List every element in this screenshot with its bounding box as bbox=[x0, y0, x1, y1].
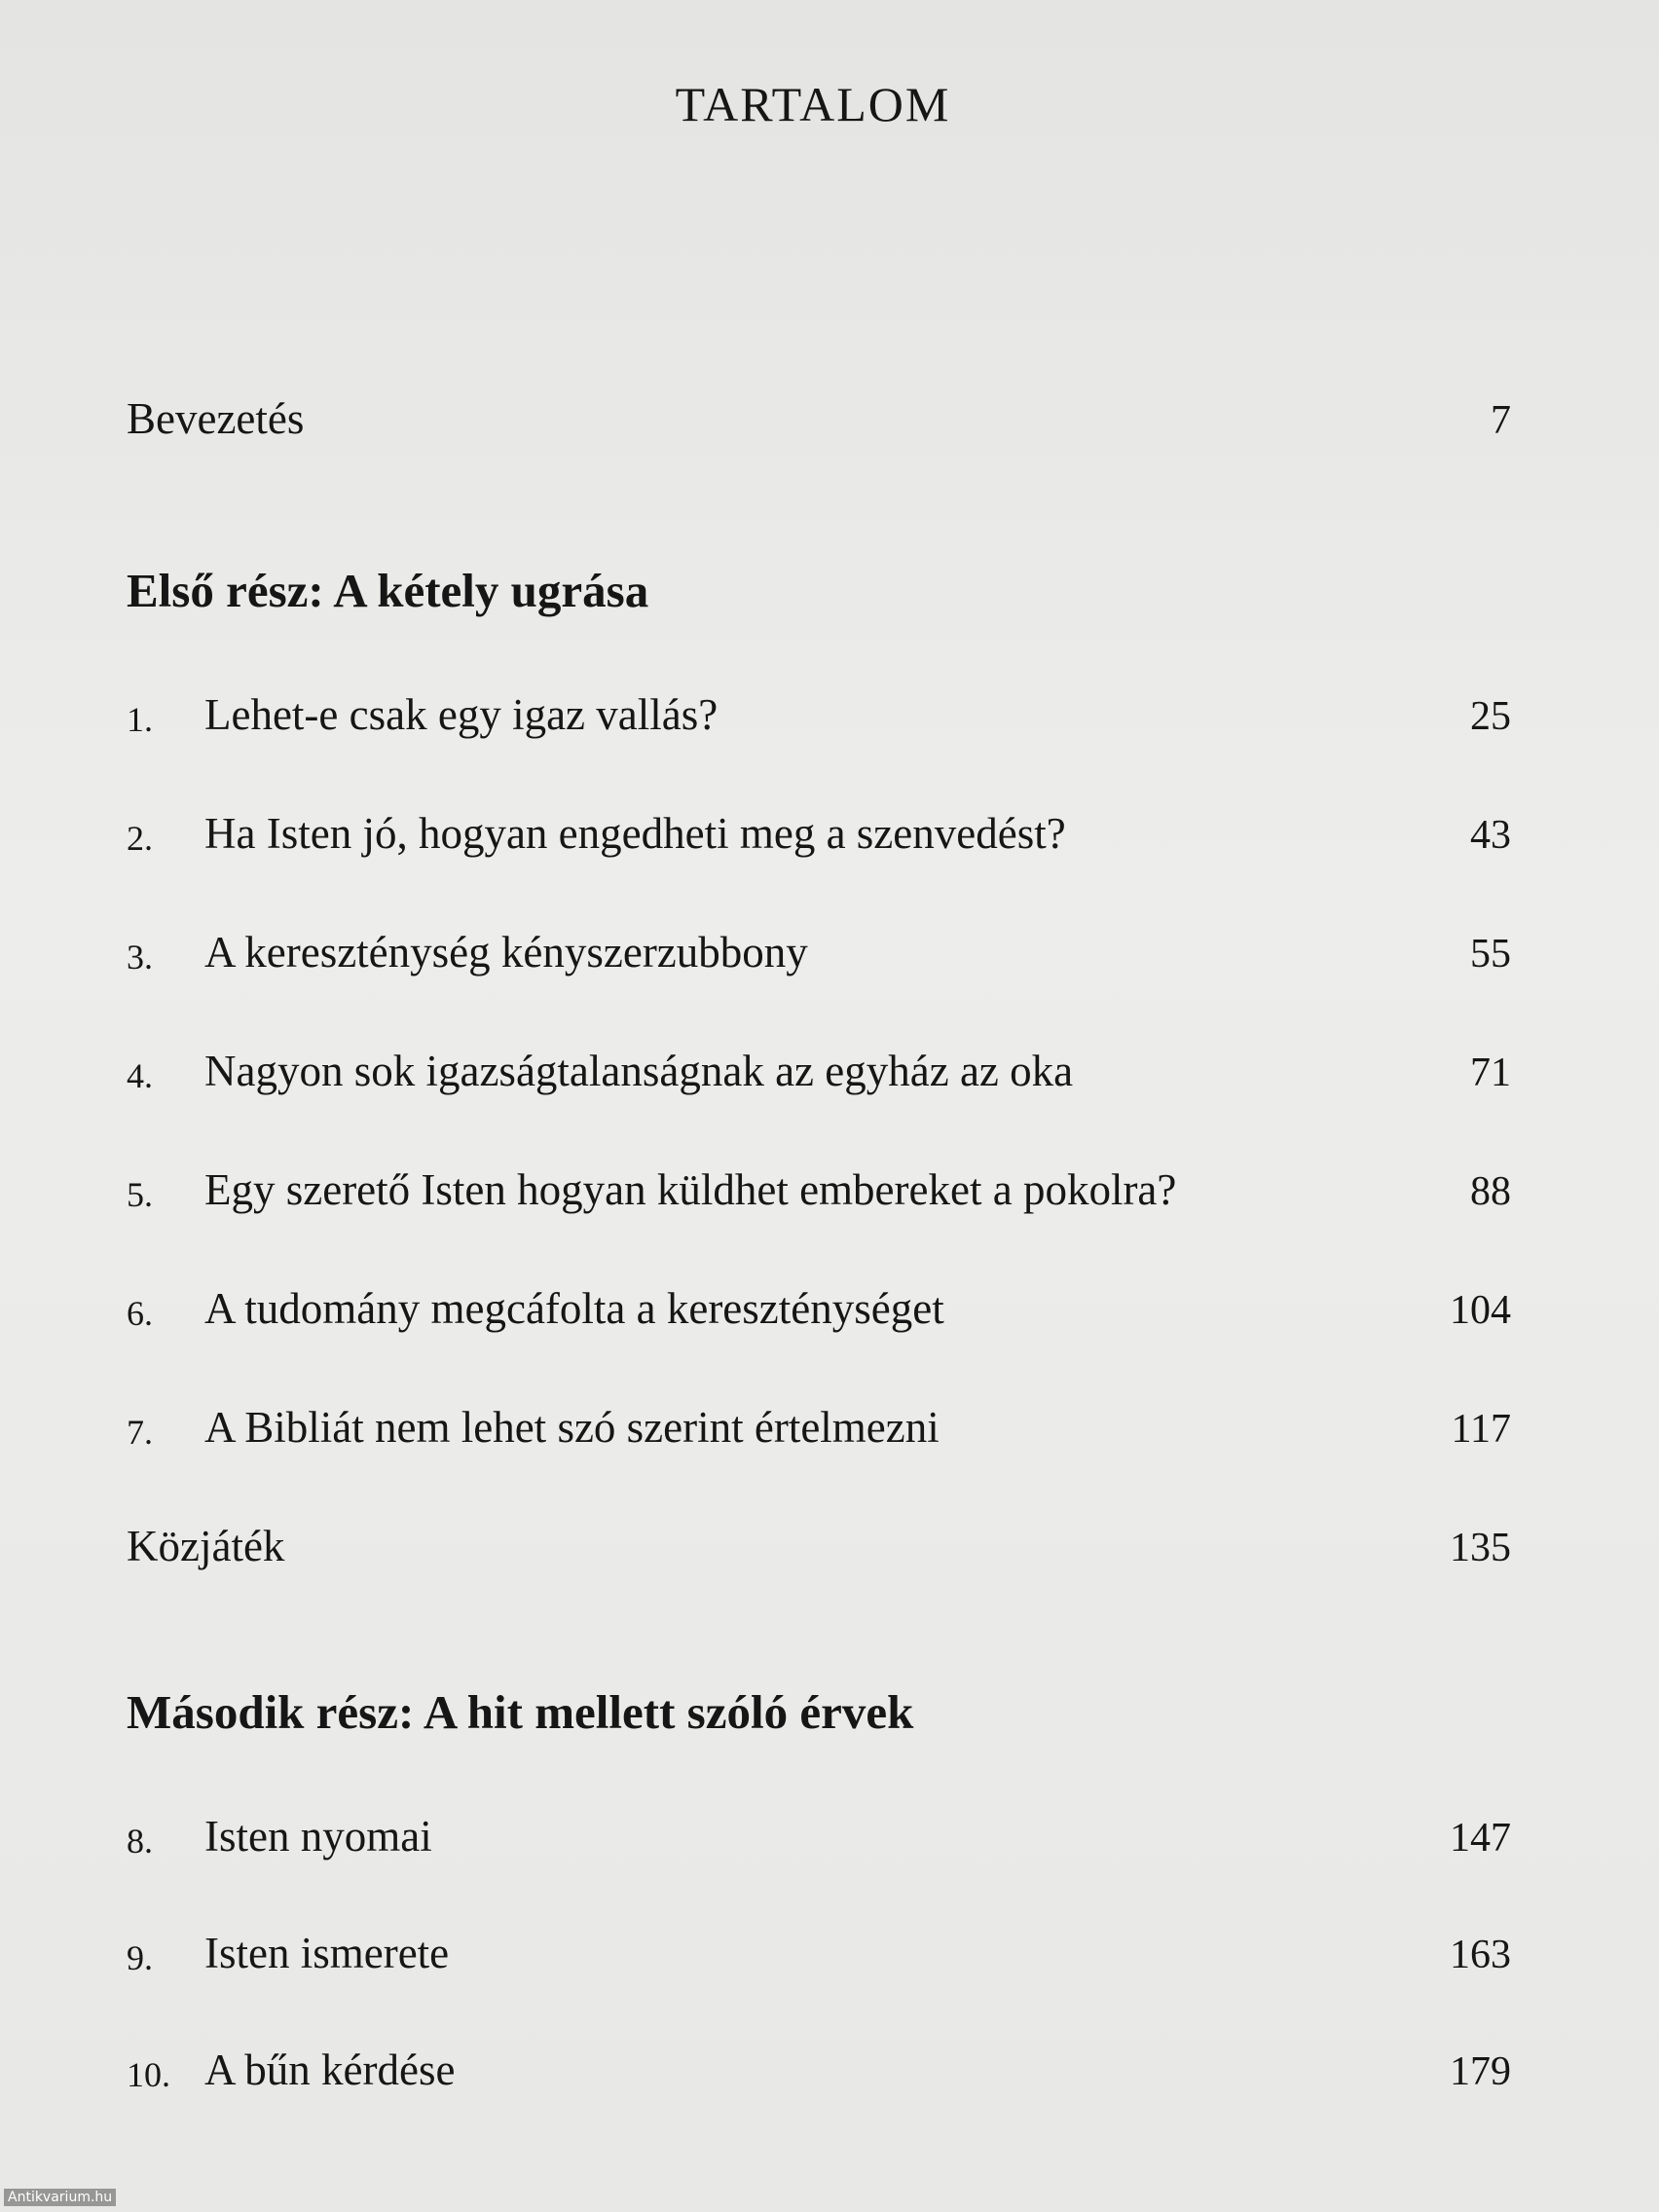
entry-page-number: 55 bbox=[1470, 932, 1511, 977]
entry-label: Egy szerető Isten hogyan küldhet embereket a pokolra? bbox=[204, 1165, 1177, 1214]
toc-entry bbox=[127, 1038, 1511, 1096]
entry-number: 7. bbox=[127, 1413, 153, 1452]
part-heading-1: Első rész: A kétely ugrása bbox=[127, 564, 649, 617]
entry-page-number: 71 bbox=[1470, 1051, 1511, 1095]
toc-entry-intro bbox=[127, 386, 1511, 444]
entry-page-number: 117 bbox=[1451, 1407, 1511, 1452]
page-title: TARTALOM bbox=[675, 77, 951, 131]
toc-entry-interlude bbox=[127, 1513, 1511, 1571]
entry-label: Lehet-e csak egy igaz vallás? bbox=[204, 690, 719, 739]
entry-number: 10. bbox=[127, 2055, 170, 2094]
entry-label: A bűn kérdése bbox=[204, 2046, 456, 2094]
entry-label: Nagyon sok igazságtalanságnak az egyház az oka bbox=[204, 1047, 1074, 1095]
toc-entry bbox=[127, 800, 1511, 859]
toc-entry bbox=[127, 682, 1511, 740]
entry-number: 1. bbox=[127, 700, 153, 739]
entry-number: 2. bbox=[127, 819, 153, 858]
entry-number: 6. bbox=[127, 1294, 153, 1333]
entry-label: Bevezetés bbox=[127, 394, 305, 443]
entry-label: A Bibliát nem lehet szó szerint értelmezni bbox=[204, 1403, 940, 1452]
entry-page-number: 43 bbox=[1470, 813, 1511, 858]
entry-number: 5. bbox=[127, 1175, 153, 1214]
entry-number: 3. bbox=[127, 938, 153, 977]
entry-page-number: 7 bbox=[1491, 398, 1511, 443]
toc-entry bbox=[127, 2037, 1511, 2095]
watermark: Antikvarium.hu bbox=[4, 2189, 116, 2206]
entry-label: Ha Isten jó, hogyan engedheti meg a szenvedést? bbox=[204, 809, 1066, 858]
toc-entry bbox=[127, 1394, 1511, 1453]
entry-label: A tudomány megcáfolta a kereszténységet bbox=[204, 1284, 944, 1333]
entry-label: Közjáték bbox=[127, 1522, 285, 1570]
entry-number: 9. bbox=[127, 1938, 153, 1977]
entry-label: Isten nyomai bbox=[204, 1812, 432, 1861]
part-heading-2: Második rész: A hit mellett szóló érvek bbox=[127, 1685, 914, 1739]
entry-page-number: 163 bbox=[1450, 1933, 1511, 1977]
toc-entry bbox=[127, 1920, 1511, 1978]
entry-number: 8. bbox=[127, 1822, 153, 1861]
entry-page-number: 147 bbox=[1450, 1816, 1511, 1861]
toc-entry bbox=[127, 1275, 1511, 1334]
toc-entry bbox=[127, 1803, 1511, 1862]
entry-page-number: 88 bbox=[1470, 1169, 1511, 1214]
entry-page-number: 25 bbox=[1470, 694, 1511, 739]
toc-entry bbox=[127, 919, 1511, 977]
entry-label: A kereszténység kényszerzubbony bbox=[204, 928, 808, 977]
entry-number: 4. bbox=[127, 1056, 153, 1095]
entry-page-number: 104 bbox=[1450, 1288, 1511, 1333]
entry-page-number: 135 bbox=[1450, 1526, 1511, 1570]
entry-page-number: 179 bbox=[1450, 2049, 1511, 2094]
entry-label: Isten ismerete bbox=[204, 1929, 450, 1977]
toc-entry bbox=[127, 1157, 1511, 1215]
